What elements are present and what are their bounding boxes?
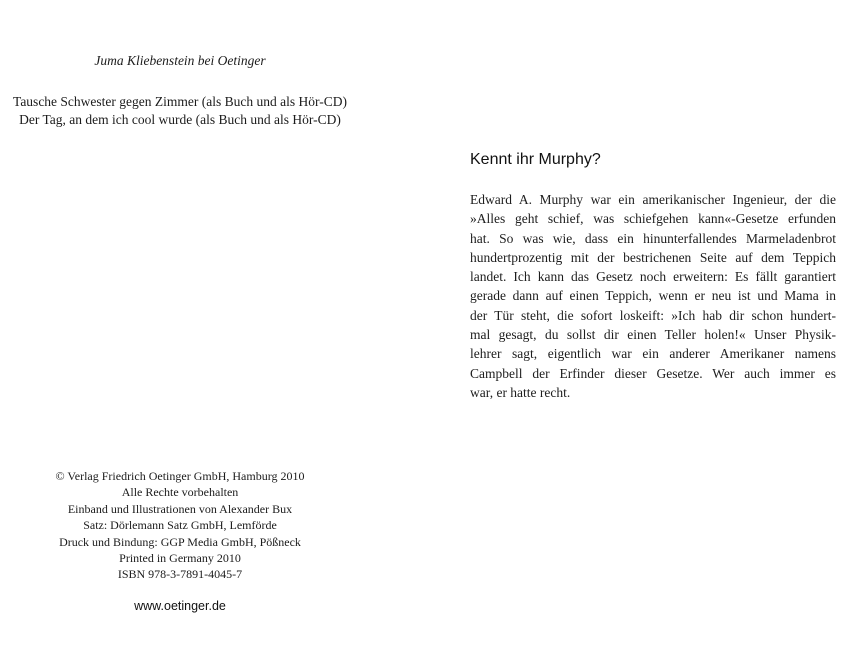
author-line: Juma Kliebenstein bei Oetinger [94, 53, 266, 68]
right-page [420, 0, 841, 672]
chapter-title: Kennt ihr Murphy? [470, 151, 601, 168]
book-title: Tausche Schwester gegen Zimmer (als Buch und als Hör-CD) [13, 94, 347, 109]
imprint-line: Druck und Bindung: GGP Media GmbH, Pößneck [59, 534, 301, 549]
body-line: »Alles geht schief, was schiefgehen kann«-Gesetze erfunden [470, 211, 836, 227]
imprint-block [0, 468, 360, 583]
body-line: mal gesagt, du sollst dir einen Teller holen!« Unser Physik- [470, 327, 836, 343]
body-line: hat. So was wie, dass ein hinunterfallendes Marmeladenbrot [470, 230, 836, 246]
book-title: Der Tag, an dem ich cool wurde (als Buch und als Hör-CD) [19, 112, 341, 127]
imprint-line: Printed in Germany 2010 [119, 551, 241, 566]
body-line: lehrer sagt, eigentlich war ein anderer Amerikaner namens [470, 346, 836, 362]
body-line: der Tür steht, die sofort loskeift: »Ich hab dir schon hundert- [470, 307, 836, 323]
website-link[interactable]: www.oetinger.de [134, 599, 226, 613]
imprint-line: Einband und Illustrationen von Alexander Bux [67, 501, 293, 516]
imprint-line: Satz: Dörlemann Satz GmbH, Lemförde [83, 518, 277, 533]
imprint-line: ISBN 978-3-7891-4045-7 [117, 567, 243, 582]
body-line: Edward A. Murphy war ein amerikanischer Ingenieur, der die [470, 192, 836, 207]
body-line: gerade dann auf einen Teppich, wenn er neu ist und Mama in [470, 288, 836, 304]
body-line: landet. Ich kann das Gesetz noch erweitern: Es fällt garantiert [470, 269, 836, 285]
body-line: Campbell der Erfinder dieser Gesetze. Wer auch immer es [470, 365, 836, 381]
imprint-line: © Verlag Friedrich Oetinger GmbH, Hamburg 2010 [55, 469, 305, 483]
book-list [0, 93, 360, 129]
left-page [0, 0, 360, 672]
body-line: war, er hatte recht. [470, 384, 571, 400]
chapter-body [470, 190, 836, 402]
body-line: hundertprozentig mit der bestrichenen Seite auf dem Teppich [470, 249, 836, 265]
imprint-line: Alle Rechte vorbehalten [121, 485, 239, 500]
